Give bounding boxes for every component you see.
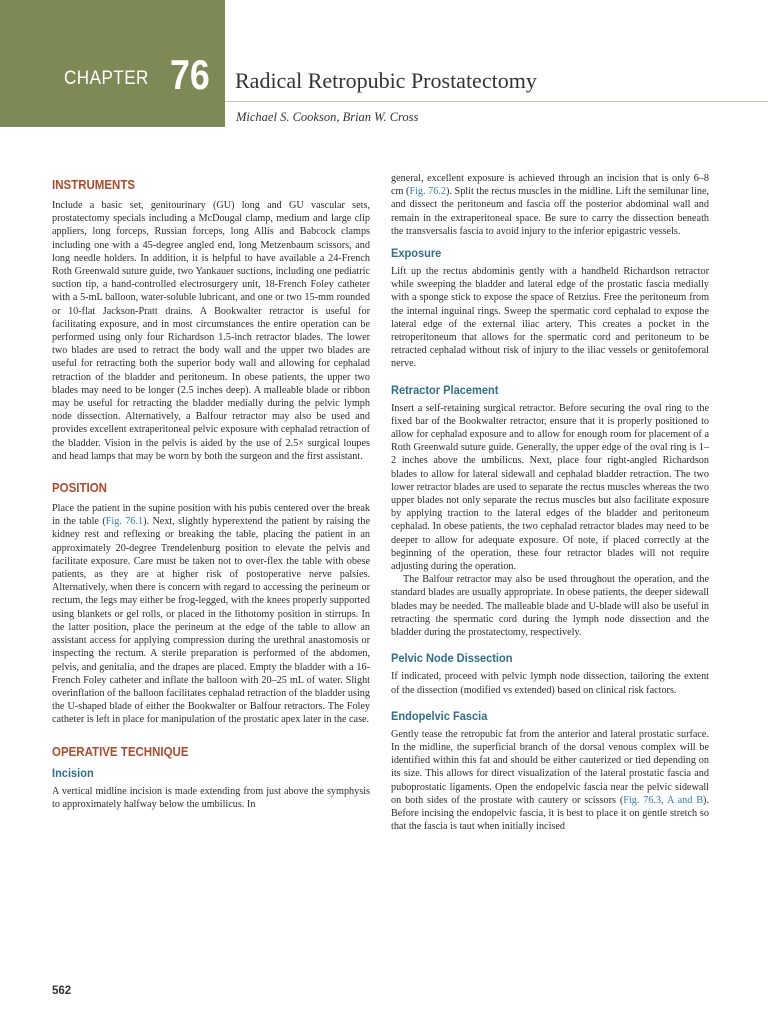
endopelvic-fascia-text: Gently tease the retropubic fat from the anterior and lateral prostatic surface. In the midline, the superficial branch of the dorsal venous complex will be identified within this fat and should be either cauterized or tied depending on its size. This allows for direct visualization of the lateral prostatic fascia and puboprostatic ligaments. Open the endopelvic fascia near the pelvic sidewall on both sides of the prostate with cautery or scissors (Fig. 76.3, A and B). Before incising the endopelvic fascia, it is best to place it on gentle stretch so that the fascia is taut when initially incised — [391, 728, 709, 833]
pelvic-node-dissection-heading: Pelvic Node Dissection — [391, 651, 513, 666]
position-text: Place the patient in the supine position with his pubis centered over the break in the table (Fig. 76.1). Next, slightly hyperextend the patient by raising the kidney rest and reflexing or breaking the table, placing the patient in an approximately 20-degree Trendelenburg position to elevate the pelvis and facilitate exposure. Care must be taken not to over-flex the table with obese patients, as they are at higher risk of postoperative nerve palsies. Alternatively, when there is concern with regard to accessing the perineum or rectum, the legs may either be frog-legged, with the knees properly supported using blankets or gel rolls, or placed in the lithotomy position in stirrups. In the latter position, place the perineum at the edge of the table to allow an assistant access for applying compression during the urethral anastomosis or inspecting the rectum. A sterile preparation is performed of the abdomen, pelvis, and genitalia, and the drapes are placed. Empty the bladder with a 16-French Foley catheter and inflate the balloon with 20–25 mL of water. Slight overinflation of the balloon facilitates cephalad retraction of the bladder using the U-shaped blade of either the Bookwalter or Balfour retractors. The Foley catheter is left in place for manipulation of the prostatic apex later in the case. — [52, 503, 370, 726]
right-column — [391, 172, 709, 833]
chapter-title: Radical Retropubic Prostatectomy — [235, 68, 537, 93]
figure-link-76-3[interactable]: Fig. 76.3, A and B — [623, 794, 704, 806]
pelvic-node-dissection-text: If indicated, proceed with pelvic lymph node dissection, tailoring the extent of the dissection (modified vs extended) based on clinical risk factors. — [391, 671, 709, 696]
incision-text: A vertical midline incision is made extending from just above the symphysis to approximately halfway below the umbilicus. In — [52, 785, 370, 810]
chapter-number: 76 — [170, 51, 210, 98]
instruments-text: Include a basic set, genitourinary (GU) long and GU vascular sets, prostatectomy specials including a McDougal clamp, medium and large clip appliers, long forceps, Russian forceps, long Allis and Babcock clamps including one with a 45-degree angled end, long Metzenbaum scissors, and long needle holders. In addition, it is helpful to have available a 24-French Roth Greenwald suture guide, two Yankauer suctions, including one pediatric suction tip, a hand-controlled electrosurgery unit, 18-French Foley catheter with a 5-mL balloon, water-soluble lubricant, and one or two 15-mm rounded or 10-flat Jackson-Pratt drains. A Bookwalter retractor is useful for facilitating exposure, and in most circumstances the entire operation can be performed using only four Richardson 1.5-inch retractor blades. The lower two blades are used to retract the body wall and the upper two blades are useful for retracting both the superior body wall and allowing for cephalad retraction of the bladder and peritoneum. In obese patients, the upper two blades may need to be longer (2.5 inches deep). A malleable blade or ribbon may be useful for retracting the bladder medially during the pelvic lymph node dissection. Alternatively, a Balfour retractor may also be used and provides excellent extraperitoneal pelvic exposure with cephalad retraction of the bladder. Vision in the pelvis is aided by the use of 2.5× surgical loupes and head lamps that may be worn by both the surgeon and the first assistant. — [52, 200, 370, 462]
retractor-placement-heading: Retractor Placement — [391, 382, 499, 397]
endopelvic-fascia-heading: Endopelvic Fascia — [391, 708, 488, 723]
position-heading: POSITION — [52, 481, 107, 496]
operative-technique-heading: OPERATIVE TECHNIQUE — [52, 744, 189, 759]
figure-link-76-2[interactable]: Fig. 76.2 — [409, 186, 446, 198]
exposure-text: Lift up the rectus abdominis gently with a handheld Richardson retractor while sweeping the bladder and lateral edge of the prostatic fascia medially with a sponge stick to expose the space of Retzius. Free the peritoneum from the internal inguinal rings. Sweep the spermatic cord cephalad to expose the lateral edge of the external iliac artery. This creates a pocket in the retroperitoneum that allows for the spermatic cord and peritoneum to be retracted cephalad without risk of injury to the iliac vessels or genitofemoral nerve. — [391, 266, 709, 370]
incision-text-continued: general, excellent exposure is achieved through an incision that is only 6–8 cm (Fig. 76.2). Split the rectus muscles in the midline. Lift the semilunar line, and dissect the peritoneum and fascia off the posterior abdominal wall and remain in the extraperitoneal space. Be sure to carry the dissection beneath the transversalis fascia to avoid injury to the inferior epigastric vessels. — [391, 173, 710, 237]
left-column — [52, 178, 370, 811]
incision-heading: Incision — [52, 765, 94, 780]
figure-link-76-1[interactable]: Fig. 76.1 — [105, 516, 144, 528]
title-rule — [225, 101, 768, 102]
instruments-heading: INSTRUMENTS — [52, 178, 136, 192]
chapter-block — [0, 0, 225, 127]
chapter-label: CHAPTER — [64, 68, 149, 89]
exposure-heading: Exposure — [391, 246, 442, 261]
authors: Michael S. Cookson, Brian W. Cross — [236, 110, 419, 124]
balfour-text: The Balfour retractor may also be used throughout the operation, and the standard blades are usually appropriate. In obese patients, the deeper sidewall blades may be needed. The malleable blade and U-blade will also be useful in retracting the spermatic cord during the lymph node dissection and the bladder during the prostatectomy, respectively. — [391, 574, 709, 639]
retractor-placement-text: Insert a self-retaining surgical retractor. Before securing the oval ring to the fixed bar of the Bookwalter retractor, ensure that it is properly positioned to allow for cephalad exposure and to allow for enough room for placement of a Roth Greenwald suture guide. Generally, the upper edge of the oval ring is 1–2 inches above the umbilicus. Next, place four right-angled Richardson blades to allow for lateral sidewall and cephalad bladder retraction. The two lower retractor blades are used to separate the rectus muscles whereas the two upper blades not only separate the rectus muscles but also facilitate exposure by applying traction to the lateral edges of the bladder and peritoneum cephalad. In obese patients, the two cephalad retractor blades may need to be deeper to allow for adequate exposure. Of note, if placed correctly at the beginning of the operation, these four retractor blades will not require adjusting during the operation. — [391, 402, 709, 573]
page-number: 562 — [52, 985, 72, 997]
